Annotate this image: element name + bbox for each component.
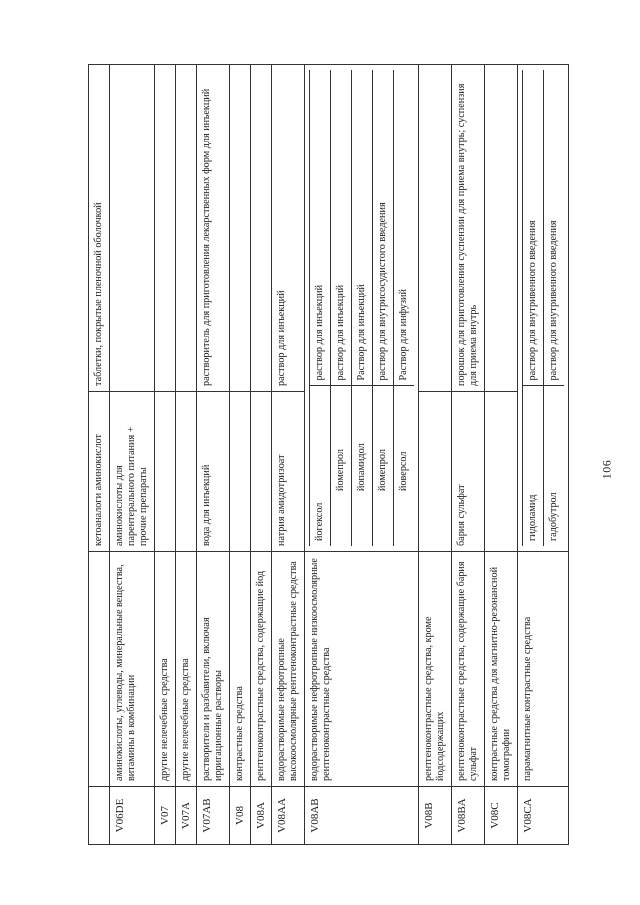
dosage-form-cell: растворитель для приготовления лекарственных форм для инъекций (197, 65, 230, 392)
atc-code-cell: V08B (419, 787, 452, 845)
group-name-cell: рентгеноконтрастные средства, кроме йодсодержащих (419, 552, 452, 787)
atc-code-cell: V08BA (452, 787, 485, 845)
substance-cell: йогексол (310, 386, 331, 546)
atc-code-cell: V07 (155, 787, 176, 845)
substance-row (544, 70, 565, 546)
drug-classification-table (88, 64, 569, 845)
group-name-cell: парамагнитные контрастные средства (518, 552, 569, 787)
atc-code-cell: V07AB (197, 787, 230, 845)
substance-cell (155, 392, 176, 552)
substance-cell: йоверсол (394, 386, 415, 546)
group-name-cell: водорастворимые нефротропные низкоосмолярные рентгеноконтрастные средства (305, 552, 419, 787)
group-name-cell: другие нелечебные средства (176, 552, 197, 787)
group-name-cell: рентгеноконтрастные средства, содержащие йод (251, 552, 272, 787)
group-name-cell: растворители и разбавители, включая ирригационные растворы (197, 552, 230, 787)
table-row (485, 65, 518, 845)
substance-cell (251, 392, 272, 552)
substance-row (394, 70, 415, 546)
atc-code-cell (89, 787, 110, 845)
table-row (251, 65, 272, 845)
atc-code-cell: V08AA (272, 787, 305, 845)
atc-code-cell: V08CA (518, 787, 569, 845)
substance-cell: аминокислоты для парентерального питания + прочие препараты (110, 392, 155, 552)
substances-group-cell (518, 65, 569, 552)
dosage-form-cell (155, 65, 176, 392)
dosage-form-cell: раствор для внутривенного введения (544, 70, 565, 386)
dosage-form-cell (485, 65, 518, 392)
dosage-form-cell (419, 65, 452, 392)
table-row (230, 65, 251, 845)
group-name-cell (89, 552, 110, 787)
dosage-form-cell: раствор для инъекций (331, 70, 352, 386)
table-row (155, 65, 176, 845)
substance-cell (230, 392, 251, 552)
dosage-form-cell (251, 65, 272, 392)
group-name-cell: аминокислоты, углеводы, минеральные вещества, витамины в комбинации (110, 552, 155, 787)
dosage-form-cell (110, 65, 155, 392)
substance-row (373, 70, 394, 546)
substance-cell: вода для инъекций (197, 392, 230, 552)
dosage-form-cell (230, 65, 251, 392)
dosage-form-cell: порошок для приготовления суспензии для приема внутрь; суспензия для приема внутрь (452, 65, 485, 392)
substance-cell: кетоаналоги аминокислот (89, 392, 110, 552)
atc-code-cell: V08C (485, 787, 518, 845)
substance-cell: гидоламид (523, 386, 544, 546)
substance-cell (176, 392, 197, 552)
dosage-form-cell: таблетки, покрытые пленочной оболочкой (89, 65, 110, 392)
group-name-cell: рентгеноконтрастные средства, содержащие бария сульфат (452, 552, 485, 787)
rotated-table-page (88, 65, 588, 845)
substance-cell: бария сульфат (452, 392, 485, 552)
group-name-cell: контрастные средства для магнитно-резонансной томографии (485, 552, 518, 787)
dosage-form-cell (176, 65, 197, 392)
atc-code-cell: V06DE (110, 787, 155, 845)
group-name-cell: водорастворимые нефротропные высокоосмолярные рентгеноконтрастные средства (272, 552, 305, 787)
dosage-form-cell: раствор для внутрисосудистого введения (373, 70, 394, 386)
table-row (305, 65, 419, 845)
table-row (272, 65, 305, 845)
table-row (110, 65, 155, 845)
substance-cell: йомепрол (331, 386, 352, 546)
table-row (197, 65, 230, 845)
substance-cell: гадобутрол (544, 386, 565, 546)
dosage-form-cell: Раствор для инъекций (352, 70, 373, 386)
substance-cell: йомепрол (373, 386, 394, 546)
dosage-form-cell: Раствор для инфузий (394, 70, 415, 386)
substance-row (310, 70, 331, 546)
dosage-form-cell: раствор для инъекций (310, 70, 331, 386)
page-number: 106 (599, 459, 614, 480)
table-row (452, 65, 485, 845)
table-row (518, 65, 569, 845)
group-name-cell: другие нелечебные средства (155, 552, 176, 787)
substance-row (331, 70, 352, 546)
substance-cell (485, 392, 518, 552)
table-row (89, 65, 110, 845)
substance-cell: йопамидол (352, 386, 373, 546)
table-row (419, 65, 452, 845)
atc-code-cell: V07A (176, 787, 197, 845)
substance-cell (419, 392, 452, 552)
group-name-cell: контрастные средства (230, 552, 251, 787)
substance-subtable (522, 70, 564, 546)
dosage-form-cell: раствор для инъекций (272, 65, 305, 392)
substance-cell: натрия амидотризоат (272, 392, 305, 552)
substances-group-cell (305, 65, 419, 552)
table-row (176, 65, 197, 845)
substance-row (352, 70, 373, 546)
dosage-form-cell: раствор для внутривенного введения (523, 70, 544, 386)
atc-code-cell: V08 (230, 787, 251, 845)
atc-code-cell: V08AB (305, 787, 419, 845)
substance-row (523, 70, 544, 546)
atc-code-cell: V08A (251, 787, 272, 845)
substance-subtable (309, 70, 414, 546)
